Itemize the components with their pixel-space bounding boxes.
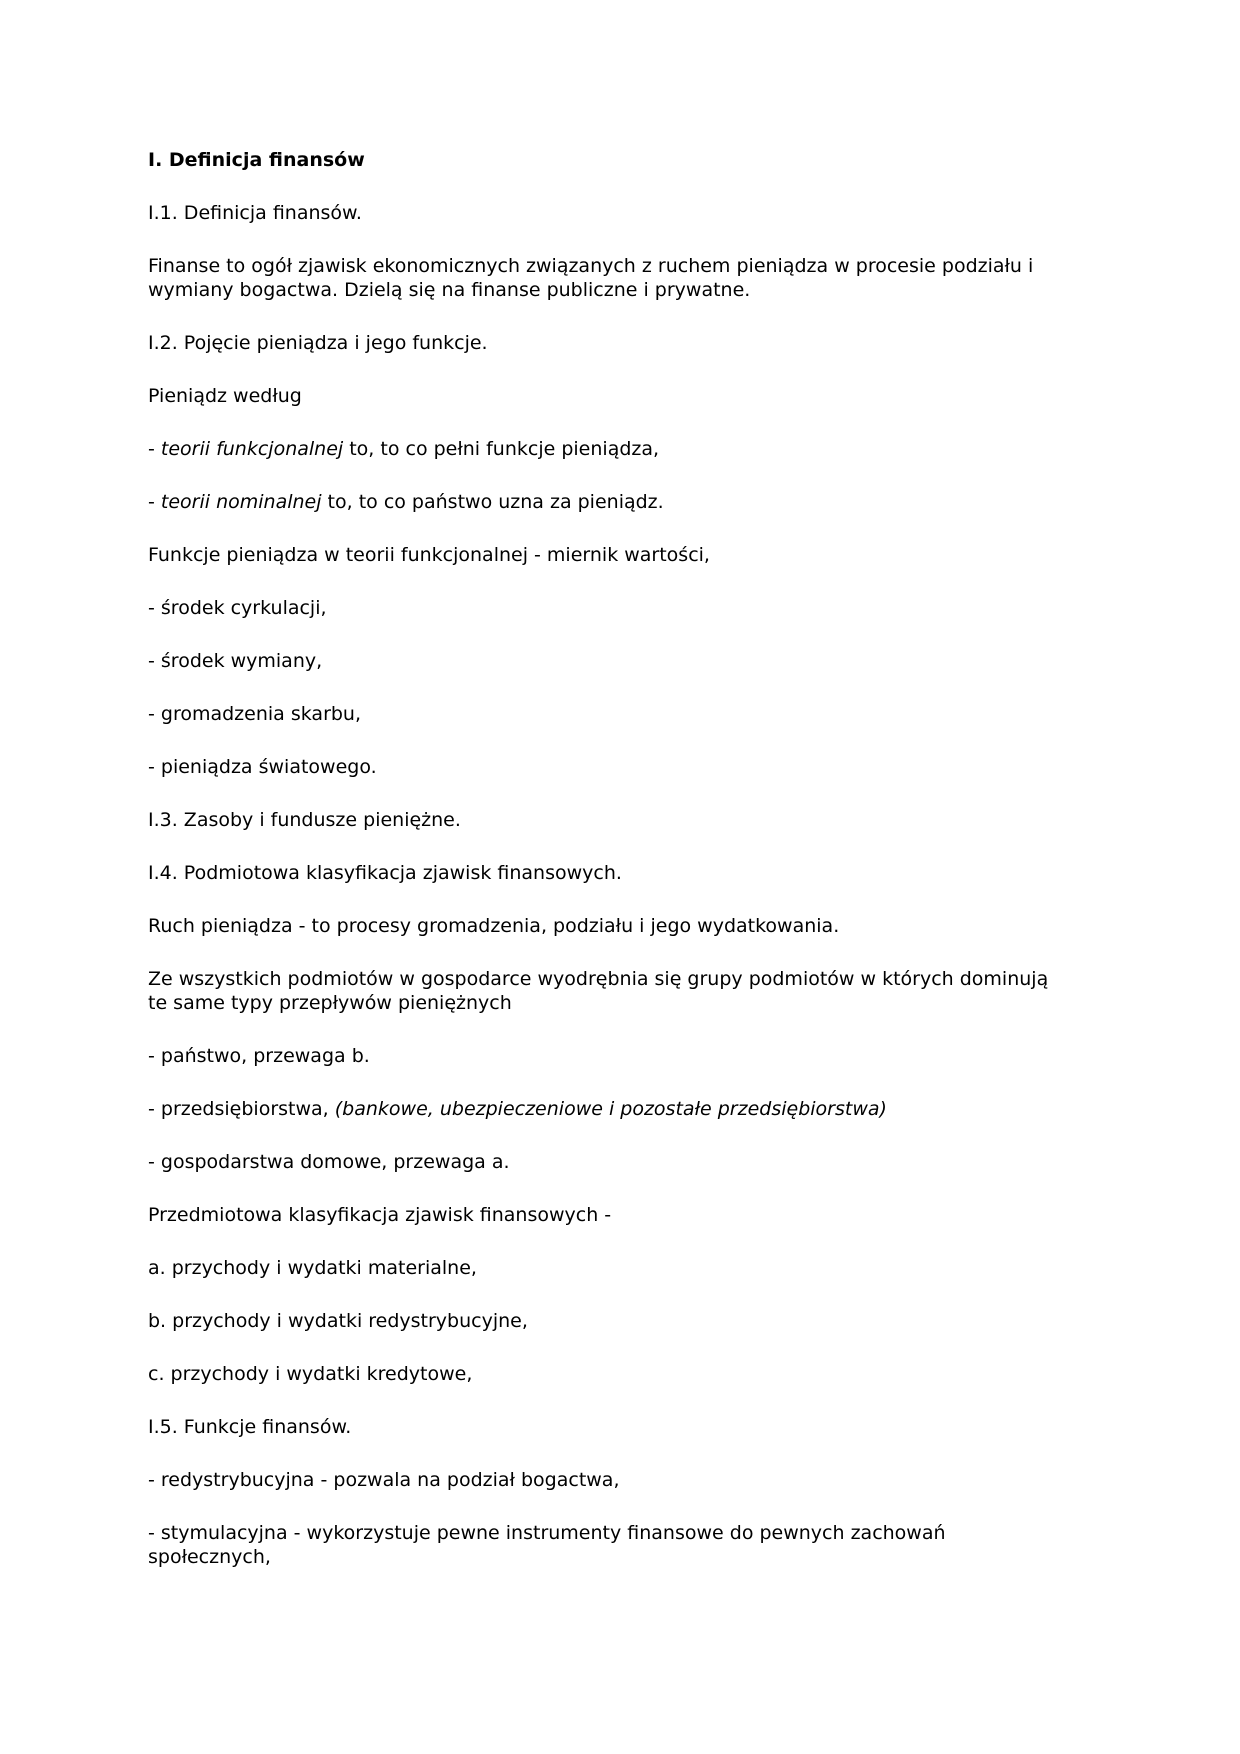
- enterprises-text: - przedsiębiorstwa,: [148, 1098, 335, 1120]
- list-item: - pieniądza światowego.: [148, 756, 377, 778]
- list-item: - środek wymiany,: [148, 650, 323, 672]
- paragraph-money-flow: Ruch pieniądza - to procesy gromadzenia, podziału i jego wydatkowania.: [148, 915, 840, 937]
- list-item: - gospodarstwa domowe, przewaga a.: [148, 1151, 510, 1173]
- document-body: [148, 148, 1068, 1598]
- dash: -: [148, 438, 161, 460]
- term-nominal-theory: teorii nominalnej: [160, 491, 322, 513]
- list-item: - gromadzenia skarbu,: [148, 703, 362, 725]
- section-heading-1-1: I.1. Definicja finansów.: [148, 202, 362, 224]
- list-item: b. przychody i wydatki redystrybucyjne,: [148, 1310, 528, 1332]
- paragraph-finance-definition: Finanse to ogół zjawisk ekonomicznych związanych z ruchem pieniądza w procesie podziału i wymiany bogactwa. Dzielą się na finanse publiczne i prywatne.: [148, 255, 1034, 301]
- list-item: - stymulacyjna - wykorzystuje pewne instrumenty finansowe do pewnych zachowań społecznych,: [148, 1522, 946, 1568]
- paragraph-money-intro: Pieniądz według: [148, 385, 302, 407]
- list-item: - redystrybucyjna - pozwala na podział bogactwa,: [148, 1469, 620, 1491]
- list-item: c. przychody i wydatki kredytowe,: [148, 1363, 473, 1385]
- list-item: - środek cyrkulacji,: [148, 597, 327, 619]
- section-heading-1-3: I.3. Zasoby i fundusze pieniężne.: [148, 809, 461, 831]
- document-title: I. Definicja finansów: [148, 149, 365, 171]
- list-item: a. przychody i wydatki materialne,: [148, 1257, 477, 1279]
- list-item-functional-theory: [148, 437, 1068, 461]
- term-functional-theory: teorii funkcjonalnej: [160, 438, 344, 460]
- section-heading-1-5: I.5. Funkcje finansów.: [148, 1416, 352, 1438]
- enterprises-note: (bankowe, ubezpieczeniowe i pozostałe przedsiębiorstwa): [334, 1098, 887, 1120]
- paragraph-subject-groups: Ze wszystkich podmiotów w gospodarce wyodrębnia się grupy podmiotów w których dominują te same typy przepływów pieniężnych: [148, 968, 1049, 1014]
- list-item: - państwo, przewaga b.: [148, 1045, 370, 1067]
- list-item-enterprises: [148, 1097, 1068, 1121]
- paragraph-functions-intro: Funkcje pieniądza w teorii funkcjonalnej - miernik wartości,: [148, 544, 710, 566]
- section-heading-1-4: I.4. Podmiotowa klasyfikacja zjawisk finansowych.: [148, 862, 622, 884]
- dash: -: [148, 491, 161, 513]
- paragraph-object-classification: Przedmiotowa klasyfikacja zjawisk finansowych -: [148, 1204, 612, 1226]
- list-item-nominal-theory: [148, 490, 1068, 514]
- section-heading-1-2: I.2. Pojęcie pieniądza i jego funkcje.: [148, 332, 488, 354]
- definition-text: to, to co państwo uzna za pieniądz.: [321, 491, 664, 513]
- definition-text: to, to co pełni funkcje pieniądza,: [343, 438, 660, 460]
